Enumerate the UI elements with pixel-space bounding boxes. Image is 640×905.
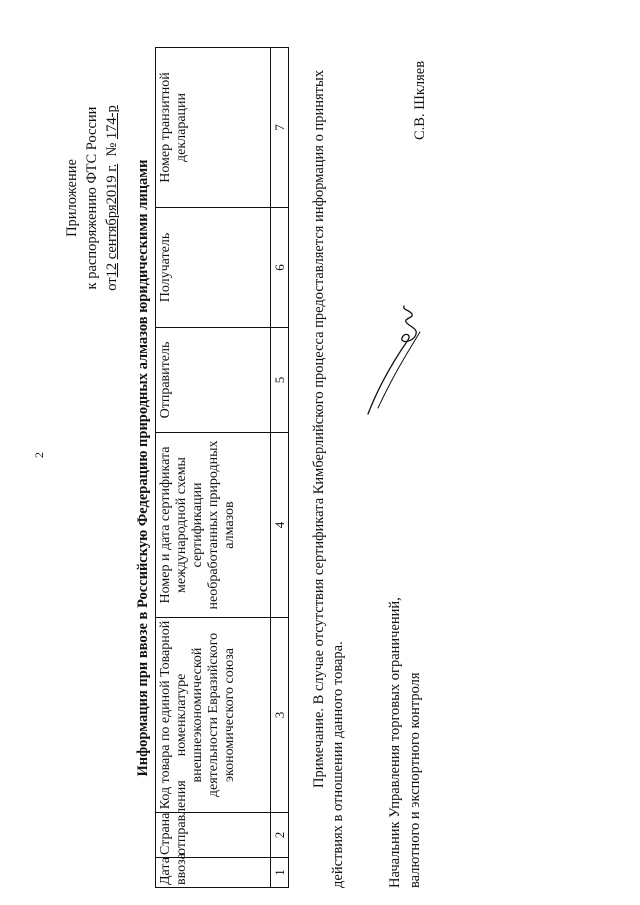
appendix-order-ref: к распоряжению ФТС России	[84, 106, 100, 290]
date-prefix: от	[104, 277, 120, 291]
date-year: 2019 г.	[104, 163, 120, 205]
diamond-import-table	[155, 47, 289, 888]
appendix-block	[62, 48, 122, 348]
column-number: 4	[271, 433, 289, 618]
signatory-position-line: валютного и экспортного контроля	[407, 672, 423, 888]
table-column-number-row	[271, 48, 289, 888]
document-title: Информация при ввозе в Российскую Федерацию природных алмазов юридическими лицами	[135, 159, 151, 777]
date-month: сентября	[104, 204, 120, 260]
header-origin-country: Страна отправления	[156, 813, 271, 858]
signatory-position-line: Начальник Управления торговых ограничений,	[387, 597, 403, 888]
appendix-date-number	[102, 48, 122, 348]
header-transit-declaration: Номер транзитной декларации	[156, 48, 271, 208]
column-number: 6	[271, 208, 289, 328]
note-text: В случае отсутствия сертификата Кимберлийского процесса предоставляется информация о принятых действиях в отношении данного товара.	[311, 70, 346, 888]
number-prefix: №	[104, 142, 120, 157]
note-paragraph	[310, 48, 348, 888]
handwritten-signature	[358, 298, 428, 418]
column-number: 2	[271, 813, 289, 858]
column-number: 5	[271, 328, 289, 433]
column-number: 1	[271, 858, 289, 888]
table-header-row	[156, 48, 271, 888]
rotated-content	[10, 48, 630, 888]
header-kp-certificate: Номер и дата сертификата международной схемы сертификации необработанных природных алмазов	[156, 433, 271, 618]
order-number: 174-р	[104, 105, 120, 140]
signatory-name: С.В. Шкляев	[412, 60, 428, 140]
signatory-position	[385, 528, 425, 888]
header-recipient: Получатель	[156, 208, 271, 328]
header-commodity-code: Код товара по единой Товарной номенклатуре внешнеэкономической деятельности Евразийского экономического союза	[156, 618, 271, 813]
date-day: 12	[104, 262, 120, 278]
column-number: 7	[271, 48, 289, 208]
header-sender: Отправитель	[156, 328, 271, 433]
page-number: 2	[32, 452, 46, 458]
header-import-date: Дата ввоза	[156, 858, 271, 888]
column-number: 3	[271, 618, 289, 813]
note-label: Примечание.	[311, 707, 327, 788]
appendix-title: Приложение	[64, 159, 80, 237]
